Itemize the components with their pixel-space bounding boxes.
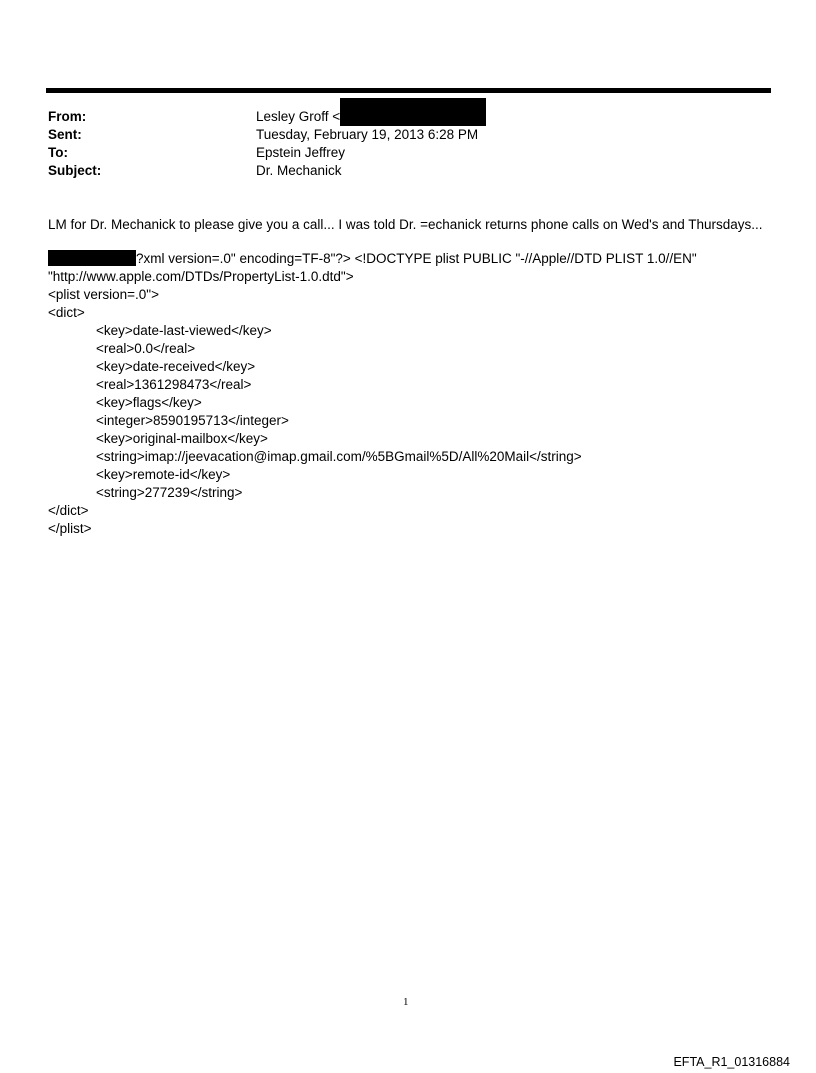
plist-line: <plist version=.0"> — [48, 287, 159, 302]
from-value — [256, 108, 486, 126]
header-rule — [46, 88, 771, 93]
email-header — [48, 108, 748, 180]
plist-line: ?xml version=.0" encoding=TF-8"?> <!DOCTYPE plist PUBLIC "-//Apple//DTD PLIST 1.0//EN" — [48, 250, 697, 268]
plist-line: <real>0.0</real> — [96, 341, 196, 356]
from-label: From: — [48, 109, 87, 124]
sent-row — [48, 126, 748, 144]
plist-line: <dict> — [48, 305, 85, 320]
subject-row — [48, 162, 748, 180]
sent-label: Sent: — [48, 127, 82, 142]
plist-block — [48, 250, 697, 538]
plist-line: <key>date-last-viewed</key> — [96, 323, 272, 338]
redaction-box — [340, 98, 486, 126]
plist-line: <key>flags</key> — [96, 395, 202, 410]
plist-line: </dict> — [48, 503, 89, 518]
plist-line: </plist> — [48, 521, 92, 536]
subject-label: Subject: — [48, 163, 102, 178]
subject-value: Dr. Mechanick — [256, 163, 342, 178]
sent-value: Tuesday, February 19, 2013 6:28 PM — [256, 127, 479, 142]
plist-line: <real>1361298473</real> — [96, 377, 252, 392]
plist-line: <string>imap://jeevacation@imap.gmail.com/%5BGmail%5D/All%20Mail</string> — [96, 449, 582, 464]
plist-line: <key>date-received</key> — [96, 359, 256, 374]
to-row — [48, 144, 748, 162]
page-number: 1 — [403, 996, 409, 1008]
from-row — [48, 108, 748, 126]
document-id: EFTA_R1_01316884 — [673, 1055, 790, 1069]
to-value: Epstein Jeffrey — [256, 145, 346, 160]
plist-line: <integer>8590195713</integer> — [96, 413, 289, 428]
redaction-box — [48, 250, 136, 266]
to-label: To: — [48, 145, 68, 160]
from-name: Lesley Groff < — [256, 109, 341, 124]
plist-line: <key>remote-id</key> — [96, 467, 231, 482]
plist-line: "http://www.apple.com/DTDs/PropertyList-1.0.dtd"> — [48, 269, 354, 284]
message-text: LM for Dr. Mechanick to please give you a call... I was told Dr. =echanick returns phone calls on Wed's and Thursdays... — [48, 217, 763, 232]
plist-line: <key>original-mailbox</key> — [96, 431, 268, 446]
plist-line: <string>277239</string> — [96, 485, 243, 500]
